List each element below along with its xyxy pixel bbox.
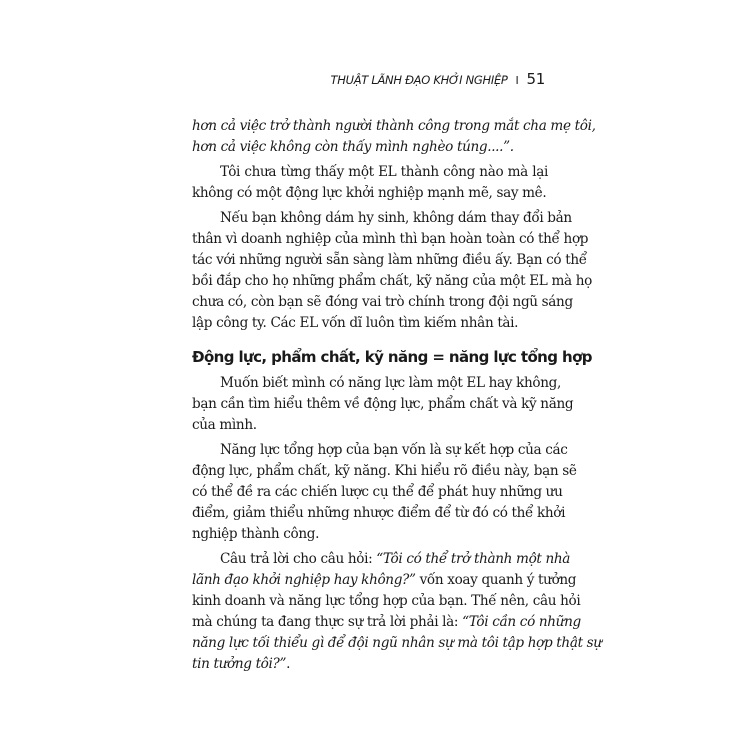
text-line [192, 373, 561, 394]
text-run: có thể đề ra các chiến lược cụ thể để phát huy những ưu [192, 484, 563, 500]
text-run: thân vì doanh nghiệp của mình thì bạn hoàn toàn có thể hợp [192, 231, 589, 247]
text-run: Muốn biết mình có năng lực làm một EL hay không, [220, 375, 561, 391]
text-line [192, 654, 548, 675]
text-run: chưa có, còn bạn sẽ đóng vai trò chính trong đội ngũ sáng [192, 294, 573, 310]
text-line [192, 633, 602, 654]
running-header [331, 70, 545, 88]
text-line [192, 137, 548, 158]
text-line [192, 549, 571, 570]
text-line [192, 524, 548, 545]
text-run: động lực, phẩm chất, kỹ năng. Khi hiểu rõ điều này, bạn sẽ [192, 463, 577, 479]
page-number: 51 [526, 70, 545, 88]
italic-text: “Tôi cần có những [462, 614, 581, 630]
paragraph [192, 208, 592, 334]
text-run: Tôi chưa từng thấy một EL thành công nào mà lại [220, 164, 548, 180]
text-line [192, 250, 587, 271]
text-run: mà chúng ta đang thực sự trả lời phải là: [192, 614, 463, 630]
italic-text: tin tưởng tôi?” [192, 656, 287, 672]
text-run: bồi đắp cho họ những phẩm chất, kỹ năng của một EL mà họ [192, 273, 592, 289]
text-run: điểm, giảm thiểu những nhược điểm để từ đó có thể khởi [192, 505, 566, 521]
text-line [192, 292, 573, 313]
text-run: lập công ty. Các EL vốn dĩ luôn tìm kiếm nhân tài. [192, 315, 519, 331]
text-line [192, 461, 577, 482]
paragraph [192, 116, 596, 158]
page-body [192, 116, 602, 675]
text-line [192, 503, 566, 524]
paragraph [192, 440, 577, 545]
text-line [192, 394, 574, 415]
text-line [192, 415, 548, 436]
text-line [192, 570, 577, 591]
paragraph [192, 549, 602, 675]
text-run: Câu trả lời cho câu hỏi: [220, 551, 377, 567]
text-run: vốn xoay quanh ý tưởng [415, 572, 577, 588]
text-line [192, 482, 563, 503]
running-title: THUẬT LÃNH ĐẠO KHỞI NGHIỆP [330, 73, 508, 87]
text-run: của mình. [192, 417, 257, 433]
text-run: tác với những người sẵn sàng làm những điều ấy. Bạn có thể [192, 252, 587, 268]
text-line [192, 162, 548, 183]
text-line [192, 183, 548, 204]
text-line [192, 440, 568, 461]
text-line [192, 591, 581, 612]
section-heading: Động lực, phẩm chất, kỹ năng = năng lực tổng hợp [192, 348, 592, 366]
text-line [192, 612, 581, 633]
italic-text: “Tôi có thể trở thành một nhà [376, 551, 571, 567]
text-run: không có một động lực khởi nghiệp mạnh mẽ, say mê. [192, 185, 547, 201]
text-line [192, 313, 548, 334]
italic-text: lãnh đạo khởi nghiệp hay không?” [192, 572, 416, 588]
text-run: kinh doanh và năng lực tổng hợp của bạn. Thế nên, câu hỏi [192, 593, 581, 609]
paragraph [192, 373, 574, 436]
text-run: bạn cần tìm hiểu thêm về động lực, phẩm chất và kỹ năng [192, 396, 574, 412]
text-line [192, 208, 572, 229]
text-line [192, 271, 592, 292]
text-run: Nếu bạn không dám hy sinh, không dám thay đổi bản [220, 210, 572, 226]
text-line [192, 229, 589, 250]
italic-text: hơn cả việc không còn thấy mình nghèo túng....”. [192, 139, 514, 155]
text-line [192, 116, 596, 137]
text-run: Năng lực tổng hợp của bạn vốn là sự kết hợp của các [220, 442, 568, 458]
paragraph [192, 162, 548, 204]
text-run: nghiệp thành công. [192, 526, 320, 542]
header-separator: I [515, 74, 519, 87]
italic-text: năng lực tối thiểu gì để đội ngũ nhân sự mà tôi tập hợp thật sự [192, 635, 602, 651]
text-run: . [286, 656, 291, 672]
italic-text: hơn cả việc trở thành người thành công trong mắt cha mẹ tôi, [192, 118, 596, 134]
